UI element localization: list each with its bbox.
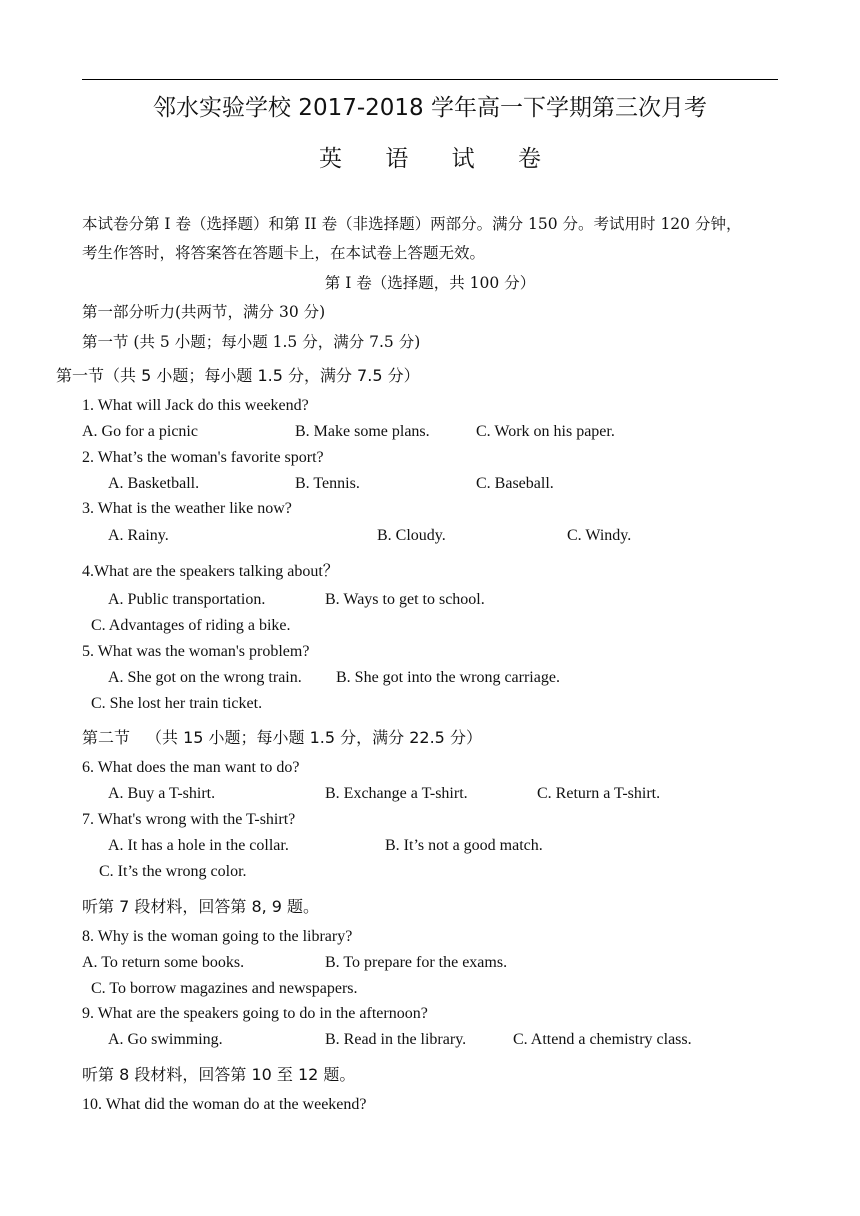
question-8-option-b: B. To prepare for the exams. bbox=[325, 954, 508, 971]
question-3-option-a: A. Rainy. bbox=[108, 527, 169, 544]
question-9-option-b: B. Read in the library. bbox=[325, 1031, 467, 1048]
listening-note-8: 听第 8 段材料，回答第 10 至 12 题。 bbox=[82, 1065, 356, 1084]
question-6-stem: 6. What does the man want to do? bbox=[82, 759, 300, 776]
section-2-label: 第二节 bbox=[82, 728, 131, 747]
question-1-stem: 1. What will Jack do this weekend? bbox=[82, 397, 309, 414]
question-6-option-a: A. Buy a T-shirt. bbox=[108, 785, 216, 802]
question-2-option-a: A. Basketball. bbox=[108, 475, 200, 492]
instructions-line-1: 本试卷分第 I 卷（选择题）和第 II 卷（非选择题）两部分。满分 150 分。考试用时 120 分钟， bbox=[82, 215, 742, 233]
question-9-option-c: C. Attend a chemistry class. bbox=[513, 1031, 692, 1048]
part-1-heading: 第一部分听力(共两节，满分 30 分) bbox=[82, 303, 326, 321]
question-9-stem: 9. What are the speakers going to do in the afternoon? bbox=[82, 1005, 428, 1022]
question-3-stem: 3. What is the weather like now? bbox=[82, 500, 292, 517]
question-3-option-b: B. Cloudy. bbox=[377, 527, 446, 544]
question-5-option-c: C. She lost her train ticket. bbox=[91, 695, 263, 712]
section-1-heading: 第一节（共 5 小题；每小题 1.5 分，满分 7.5 分） bbox=[56, 366, 420, 385]
question-7-option-a: A. It has a hole in the collar. bbox=[108, 837, 289, 854]
question-1-option-c: C. Work on his paper. bbox=[476, 423, 615, 440]
question-7-option-b: B. It’s not a good match. bbox=[385, 837, 543, 854]
question-1-option-a: A. Go for a picnic bbox=[82, 423, 198, 440]
question-7-option-c: C. It’s the wrong color. bbox=[99, 863, 247, 880]
question-8-option-a: A. To return some books. bbox=[82, 954, 245, 971]
question-7-stem: 7. What's wrong with the T-shirt? bbox=[82, 811, 296, 828]
header-rule bbox=[82, 79, 778, 80]
question-2-stem: 2. What’s the woman's favorite sport? bbox=[82, 449, 324, 466]
question-6-option-b: B. Exchange a T-shirt. bbox=[325, 785, 468, 802]
listening-note-7: 听第 7 段材料，回答第 8, 9 题。 bbox=[82, 897, 320, 916]
question-5-option-b: B. She got into the wrong carriage. bbox=[336, 669, 560, 686]
school-title: 邻水实验学校 2017-2018 学年高一下学期第三次月考 bbox=[153, 95, 707, 121]
question-6-option-c: C. Return a T-shirt. bbox=[537, 785, 661, 802]
question-9-option-a: A. Go swimming. bbox=[108, 1031, 223, 1048]
section-1-note: 第一节 (共 5 小题；每小题 1.5 分，满分 7.5 分) bbox=[82, 333, 421, 351]
question-4-option-b: B. Ways to get to school. bbox=[325, 591, 485, 608]
question-2-option-c: C. Baseball. bbox=[476, 475, 554, 492]
question-3-option-c: C. Windy. bbox=[567, 527, 632, 544]
subject-title: 英 语 试 卷 bbox=[319, 146, 559, 172]
question-10-stem: 10. What did the woman do at the weekend? bbox=[82, 1096, 367, 1113]
question-4-stem: 4.What are the speakers talking about？ bbox=[82, 563, 339, 580]
question-5-stem: 5. What was the woman's problem? bbox=[82, 643, 310, 660]
instructions-line-2: 考生作答时，将答案答在答题卡上，在本试卷上答题无效。 bbox=[82, 244, 486, 262]
section-2-detail: （共 15 小题；每小题 1.5 分，满分 22.5 分） bbox=[146, 728, 482, 747]
question-5-option-a: A. She got on the wrong train. bbox=[108, 669, 302, 686]
question-1-option-b: B. Make some plans. bbox=[295, 423, 430, 440]
question-8-stem: 8. Why is the woman going to the library? bbox=[82, 928, 353, 945]
volume-1-heading: 第 Ⅰ 卷（选择题，共 100 分） bbox=[324, 274, 536, 292]
question-4-option-a: A. Public transportation. bbox=[108, 591, 266, 608]
question-4-option-c: C. Advantages of riding a bike. bbox=[91, 617, 291, 634]
question-2-option-b: B. Tennis. bbox=[295, 475, 360, 492]
question-8-option-c: C. To borrow magazines and newspapers. bbox=[91, 980, 358, 997]
